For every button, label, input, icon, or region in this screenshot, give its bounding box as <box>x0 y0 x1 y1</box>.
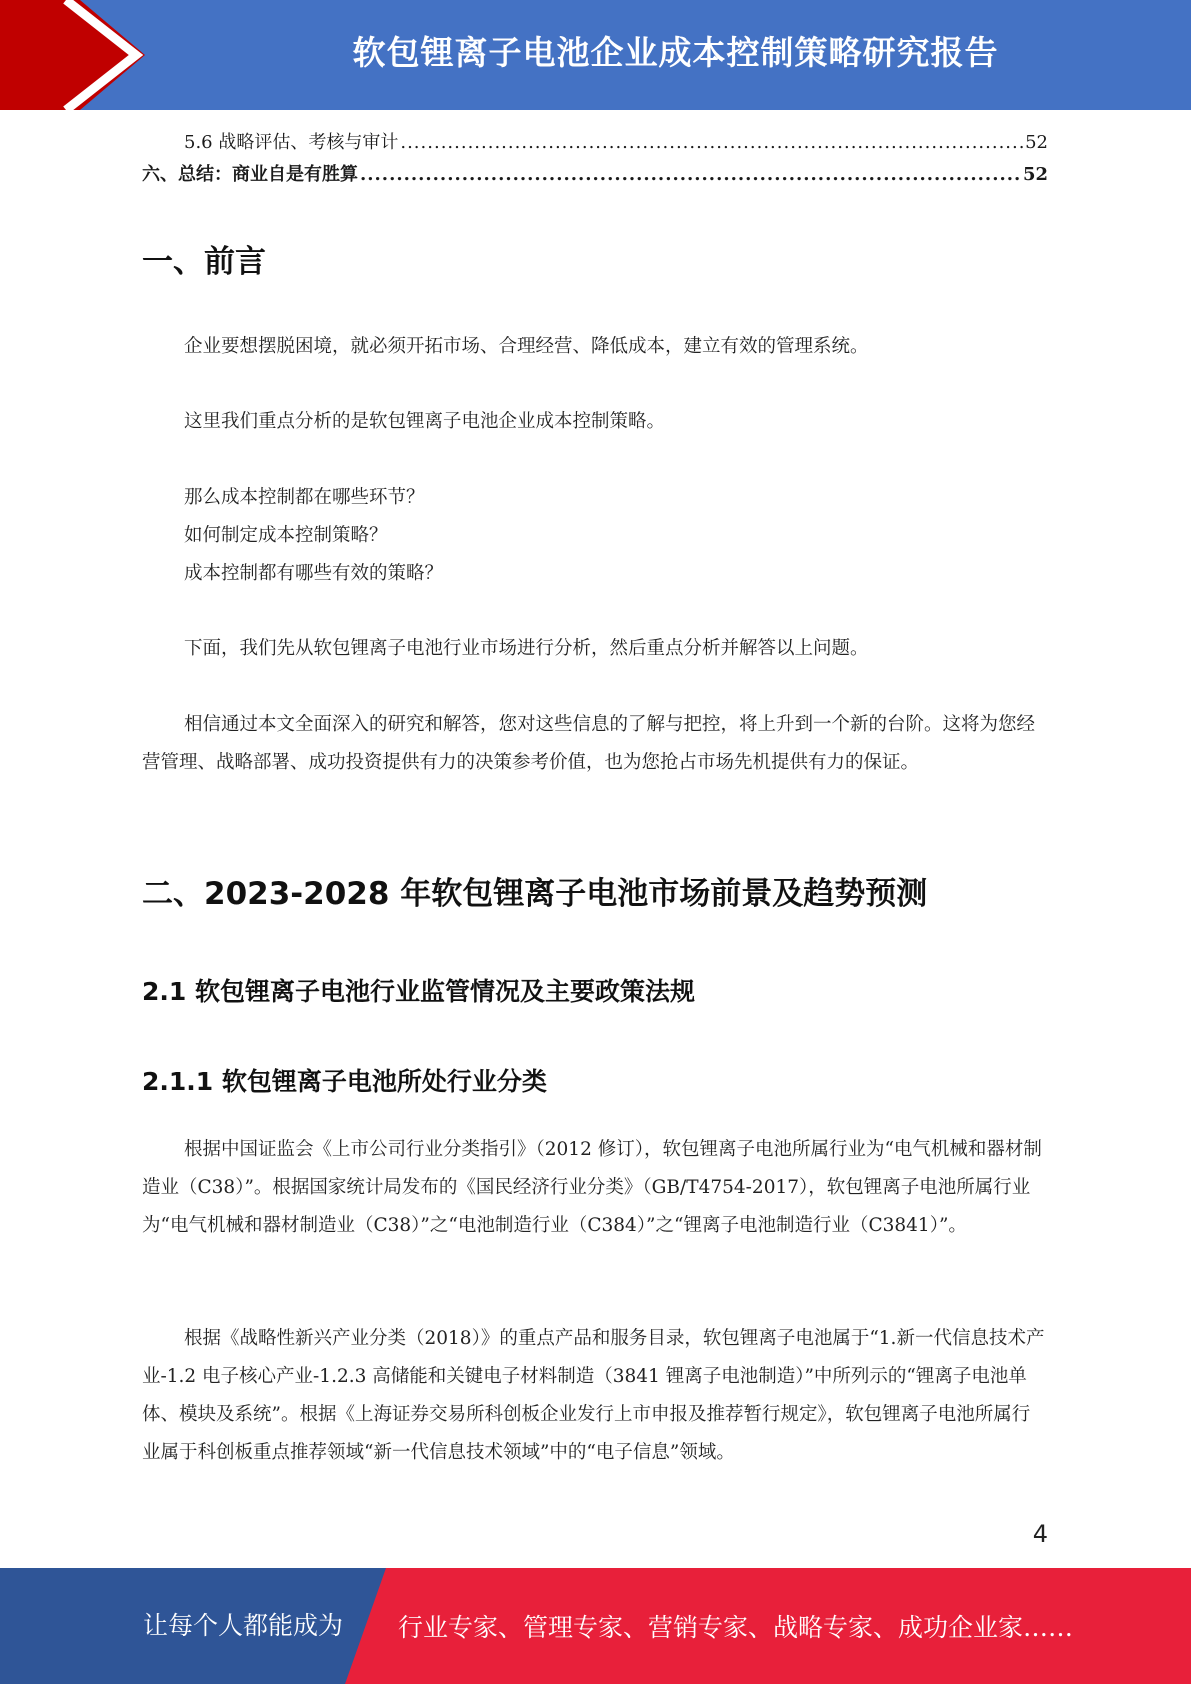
intro-question: 成本控制都有哪些有效的策略？ <box>184 563 444 584</box>
intro-paragraph: 相信通过本文全面深入的研究和解答，您对这些信息的了解与把控，将上升到一个新的台阶。这将为您经营管理、战略部署、成功投资提供有力的决策参考价值，也为您抢占市场先机提供有力的保证。 <box>142 714 1036 773</box>
toc-entry-title: 六、总结：商业自是有胜算 <box>142 164 358 185</box>
intro-paragraph: 这里我们重点分析的是软包锂离子电池企业成本控制策略。 <box>184 411 666 432</box>
toc-dot-leader <box>400 132 1023 153</box>
classification-paragraph: 根据中国证监会《上市公司行业分类指引》（2012 修订），软包锂离子电池所属行业为“电气机械和器材制造业（C38）”。根据国家统计局发布的《国民经济行业分类》（GB/T4754-2017），软包锂离子电池所属行业为“电气机械和器材制造业（C38）”之“电池制造行业（C384）”之“锂离子电池制造行业（C3841）”。 <box>142 1139 1042 1236</box>
intro-question: 如何制定成本控制策略？ <box>184 525 388 546</box>
toc-entry[interactable] <box>142 160 1048 192</box>
report-title: 软包锂离子电池企业成本控制策略研究报告 <box>352 33 999 72</box>
page-number: 4 <box>1032 1520 1048 1548</box>
footer-slogan-right: 行业专家、管理专家、营销专家、战略专家、成功企业家…… <box>398 1613 1074 1642</box>
toc-dot-leader <box>360 164 1021 185</box>
table-of-contents <box>142 128 1048 192</box>
classification-paragraph: 根据《战略性新兴产业分类（2018）》的重点产品和服务目录，软包锂离子电池属于“1.新一代信息技术产业-1.2 电子核心产业-1.2.3 高储能和关键电子材料制造（3841 锂离子电池制造）”中所列示的“锂离子电池单体、模块及系统”。根据《上海证券交易所科创板企业发行上市申报及推荐暂行规定》，软包锂离子电池所属行业属于科创板重点推荐领域“新一代信息技术领域”中的“电子信息”领域。 <box>142 1328 1045 1463</box>
intro-question: 那么成本控制都在哪些环节？ <box>184 487 425 508</box>
page-header <box>0 0 1191 110</box>
section-heading-market: 二、2023-2028 年软包锂离子电池市场前景及趋势预测 <box>142 876 928 912</box>
subsection-heading-2-1-1: 2.1.1 软包锂离子电池所处行业分类 <box>142 1067 547 1096</box>
footer-slogan-left: 让每个人都能成为 <box>143 1611 344 1640</box>
header-arrow-decoration <box>0 0 200 110</box>
toc-entry-page: 52 <box>1025 132 1048 153</box>
subsection-heading-2-1: 2.1 软包锂离子电池行业监管情况及主要政策法规 <box>142 977 695 1006</box>
page-footer <box>0 1568 1191 1684</box>
toc-entry-title: 5.6 战略评估、考核与审计 <box>184 132 399 153</box>
intro-paragraph: 下面，我们先从软包锂离子电池行业市场进行分析，然后重点分析并解答以上问题。 <box>184 638 869 659</box>
intro-paragraph: 企业要想摆脱困境，就必须开拓市场、合理经营、降低成本，建立有效的管理系统。 <box>184 336 869 357</box>
toc-entry[interactable] <box>142 128 1048 160</box>
section-heading-intro: 一、前言 <box>142 244 266 280</box>
toc-entry-page: 52 <box>1022 164 1048 185</box>
